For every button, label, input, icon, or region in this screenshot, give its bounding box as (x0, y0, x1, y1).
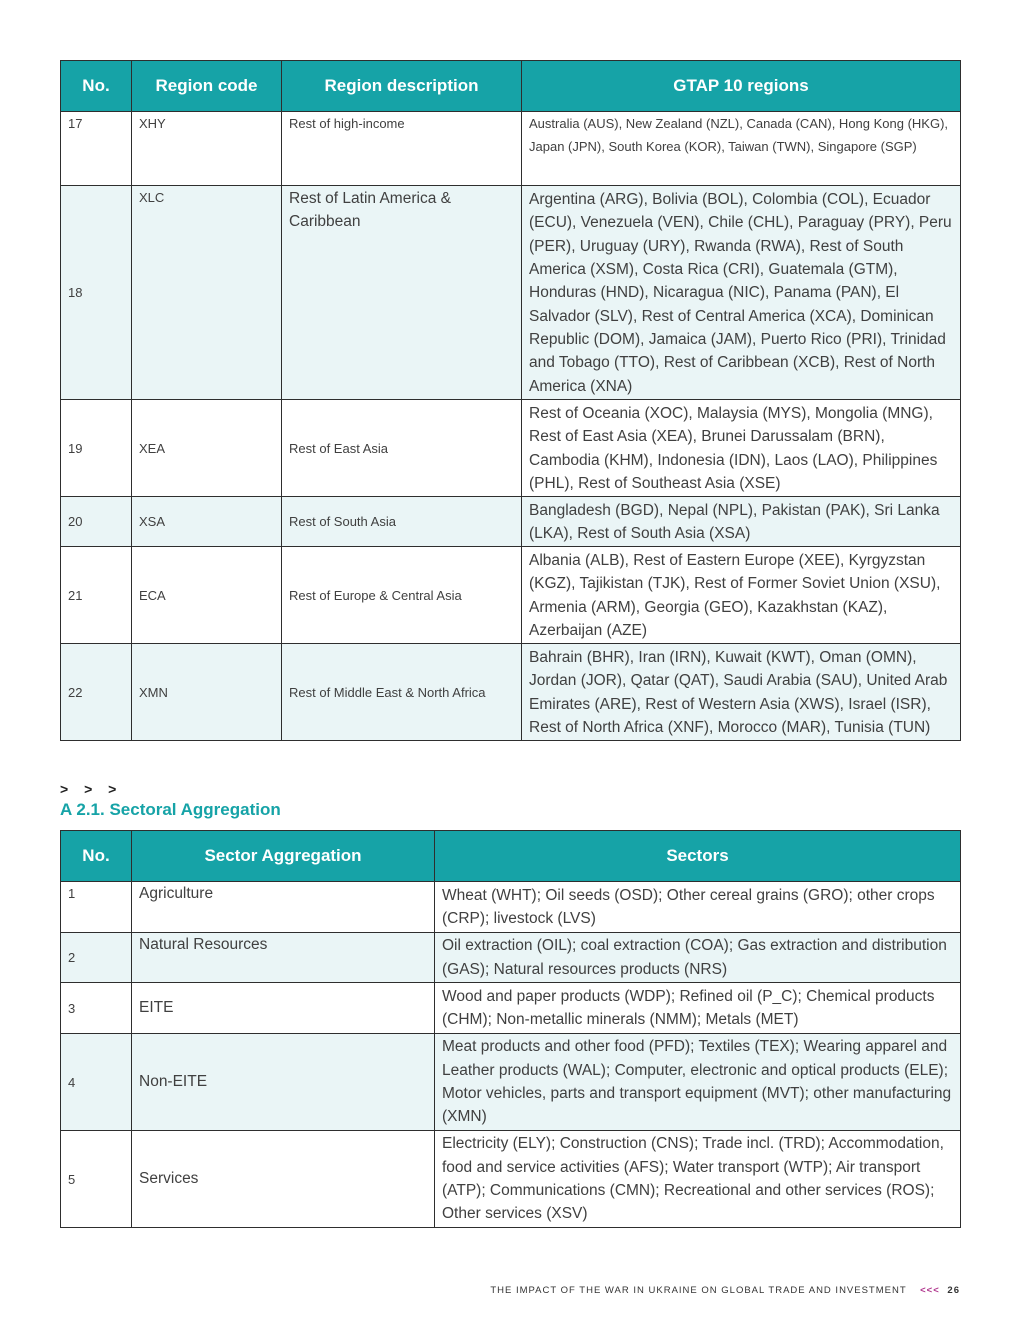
row-no: 20 (61, 497, 132, 547)
header-region-description: Region description (282, 61, 522, 112)
row-no: 5 (61, 1131, 132, 1228)
row-code: XEA (132, 400, 282, 497)
row-code: ECA (132, 547, 282, 644)
row-description: Rest of East Asia (282, 400, 522, 497)
row-no: 4 (61, 1034, 132, 1131)
row-code: XSA (132, 497, 282, 547)
row-no: 19 (61, 400, 132, 497)
table-row (61, 644, 961, 741)
row-regions: Argentina (ARG), Bolivia (BOL), Colombia (COL), Ecuador (ECU), Venezuela (VEN), Chile (CHL), Paraguay (PRY), Peru (PER), Uruguay (URY), Rwanda (RWA), Rest of South America (XSM), Costa Rica (CRI), Guatemala (GTM), Honduras (HND), Nicaragua (NIC), Panama (PAN), El Salvador (SLV), Rest of Central America (XCA), Dominican Republic (DOM), Jamaica (JAM), Puerto Rico (PRI), Trinidad and Tobago (TTO), Rest of Caribbean (XCB), Rest of North America (XNA) (522, 186, 961, 400)
regions-table (60, 60, 961, 741)
row-regions: Rest of Oceania (XOC), Malaysia (MYS), Mongolia (MNG), Rest of East Asia (XEA), Brunei Darussalam (BRN), Cambodia (KHM), Indonesia (IDN), Laos (LAO), Philippines (PHL), Rest of Southeast Asia (XSE) (522, 400, 961, 497)
header-region-code: Region code (132, 61, 282, 112)
row-code: XLC (132, 186, 282, 400)
table-row (61, 547, 961, 644)
row-no: 21 (61, 547, 132, 644)
row-description: Rest of Middle East & North Africa (282, 644, 522, 741)
row-no: 22 (61, 644, 132, 741)
footer-title: THE IMPACT OF THE WAR IN UKRAINE ON GLOBAL TRADE AND INVESTMENT (490, 1285, 907, 1296)
row-regions: Bahrain (BHR), Iran (IRN), Kuwait (KWT), Oman (OMN), Jordan (JOR), Qatar (QAT), Saudi Arabia (SAU), United Arab Emirates (ARE), Rest of Western Asia (XWS), Israel (ISR), Rest of North Africa (XNF), Morocco (MAR), Tunisia (TUN) (522, 644, 961, 741)
table-row (61, 983, 961, 1034)
sectors-table (60, 830, 961, 1228)
header-sector-aggregation: Sector Aggregation (132, 831, 435, 882)
row-description: Rest of high-income (282, 112, 522, 186)
row-regions: Bangladesh (BGD), Nepal (NPL), Pakistan (PAK), Sri Lanka (LKA), Rest of South Asia (XSA) (522, 497, 961, 547)
table-row (61, 497, 961, 547)
page-footer (490, 1285, 960, 1296)
row-no: 18 (61, 186, 132, 400)
row-sectors: Oil extraction (OIL); coal extraction (COA); Gas extraction and distribution (GAS); Natural resources products (NRS) (435, 933, 961, 983)
row-aggregation: Non-EITE (132, 1034, 435, 1131)
table-row (61, 186, 961, 400)
table-row (61, 882, 961, 933)
sectors-header-row (61, 831, 961, 882)
row-sectors: Meat products and other food (PFD); Textiles (TEX); Wearing apparel and Leather products (WAL); Computer, electronic and optical products (ELE); Motor vehicles, parts and transport equipment (MVT); other manufacturing (XMN) (435, 1034, 961, 1131)
row-sectors: Wheat (WHT); Oil seeds (OSD); Other cereal grains (GRO); other crops (CRP); livestock (LVS) (435, 882, 961, 933)
table-row (61, 1131, 961, 1228)
row-aggregation: Services (132, 1131, 435, 1228)
header-no: No. (61, 61, 132, 112)
row-no: 3 (61, 983, 132, 1034)
page-number: 26 (947, 1285, 960, 1296)
header-sectors: Sectors (435, 831, 961, 882)
row-aggregation: Natural Resources (132, 933, 435, 983)
row-no: 17 (61, 112, 132, 186)
row-regions: Australia (AUS), New Zealand (NZL), Canada (CAN), Hong Kong (HKG), Japan (JPN), South Korea (KOR), Taiwan (TWN), Singapore (SGP) (522, 112, 961, 186)
section-arrows: > > > (60, 781, 123, 797)
row-code: XMN (132, 644, 282, 741)
row-sectors: Electricity (ELY); Construction (CNS); Trade incl. (TRD); Accommodation, food and service activities (AFS); Water transport (WTP); Air transport (ATP); Communications (CMN); Recreational and other services (ROS); Other services (XSV) (435, 1131, 961, 1228)
footer-chevrons: <<< (920, 1285, 940, 1296)
row-no: 2 (61, 933, 132, 983)
row-aggregation: EITE (132, 983, 435, 1034)
section-title: A 2.1. Sectoral Aggregation (60, 800, 281, 819)
row-aggregation: Agriculture (132, 882, 435, 933)
row-code: XHY (132, 112, 282, 186)
header-no: No. (61, 831, 132, 882)
row-regions: Albania (ALB), Rest of Eastern Europe (XEE), Kyrgyzstan (KGZ), Tajikistan (TJK), Rest of Former Soviet Union (XSU), Armenia (ARM), Georgia (GEO), Kazakhstan (KAZ), Azerbaijan (AZE) (522, 547, 961, 644)
table-row (61, 1034, 961, 1131)
table-row (61, 933, 961, 983)
table-row (61, 112, 961, 186)
row-description: Rest of Europe & Central Asia (282, 547, 522, 644)
table-row (61, 400, 961, 497)
row-sectors: Wood and paper products (WDP); Refined oil (P_C); Chemical products (CHM); Non-metallic minerals (NMM); Metals (MET) (435, 983, 961, 1034)
header-gtap-regions: GTAP 10 regions (522, 61, 961, 112)
row-description: Rest of Latin America & Caribbean (282, 186, 522, 400)
regions-header-row (61, 61, 961, 112)
row-description: Rest of South Asia (282, 497, 522, 547)
row-no: 1 (61, 882, 132, 933)
